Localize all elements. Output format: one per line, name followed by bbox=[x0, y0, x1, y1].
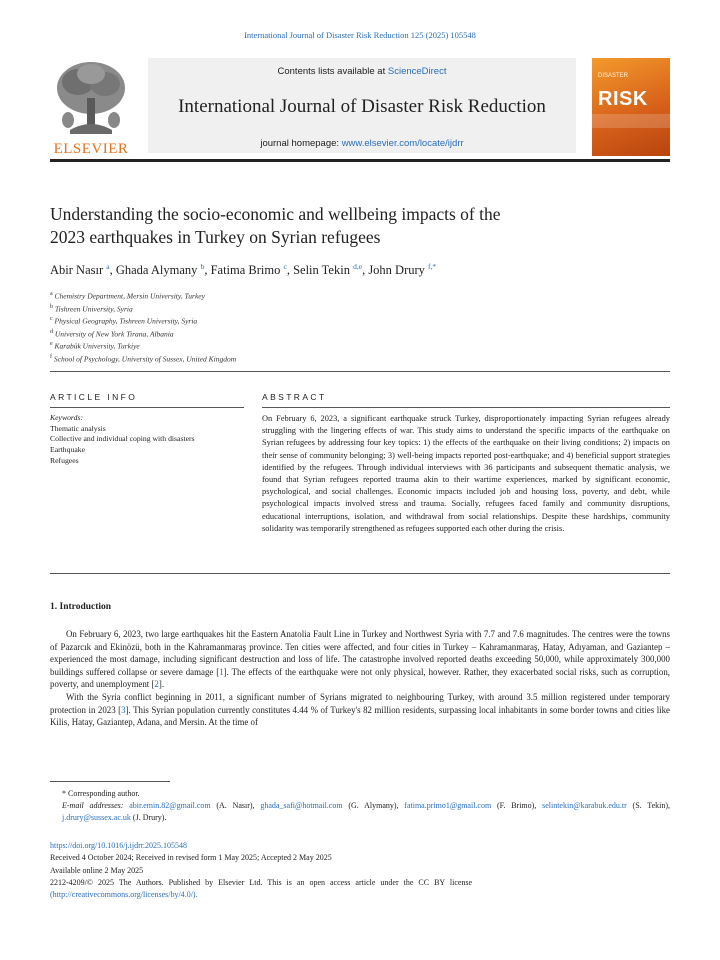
article-title-line-2: 2023 earthquakes in Turkey on Syrian refugees bbox=[50, 227, 381, 247]
introduction-body bbox=[50, 628, 670, 729]
author-list: Abir Nasır $^a$, Ghada Alymany $^b$, Fatima Brimo $^c$, Selin Tekin $^{d,e}$, John Drury $^{f,*}$ bbox=[50, 262, 437, 278]
email-owner: (F. Brimo), bbox=[496, 801, 537, 810]
article-info-heading: ARTICLE INFO bbox=[50, 392, 138, 402]
keyword-item: Refugees bbox=[50, 455, 79, 465]
author-name[interactable]: John Drury bbox=[368, 263, 425, 278]
abstract-heading: ABSTRACT bbox=[262, 392, 327, 402]
affiliation-marker: b bbox=[50, 303, 53, 310]
affiliation-item bbox=[50, 352, 670, 365]
homepage-prefix: journal homepage: bbox=[260, 138, 342, 149]
keyword-item: Thematic analysis bbox=[50, 423, 106, 433]
footnote-divider bbox=[50, 781, 170, 782]
email-owner: (A. Nasır), bbox=[216, 801, 255, 810]
email-addresses bbox=[50, 800, 670, 824]
keywords-label: Keywords: bbox=[50, 413, 84, 422]
affiliation-list bbox=[50, 289, 670, 364]
affiliation-text: Karabük University, Turkiye bbox=[54, 341, 140, 351]
email-link[interactable]: j.drury@sussex.ac.uk bbox=[62, 813, 131, 822]
elsevier-wordmark: ELSEVIER bbox=[53, 141, 129, 157]
paragraph-text: ]. This Syrian population currently constitutes 4.44 % of Turkey's 82 million residents, surpassing local inhabitants in some border towns and cities like Kilis, Hatay, Gaziantep, Adana, and Mersin. At the time of bbox=[50, 704, 671, 728]
keywords-block bbox=[50, 413, 250, 467]
affiliation-item bbox=[50, 339, 670, 352]
author-affiliation-marker[interactable]: f,* bbox=[428, 262, 437, 271]
journal-title: International Journal of Disaster Risk Reduction bbox=[178, 96, 546, 117]
affiliation-item bbox=[50, 327, 670, 340]
abstract-text: On February 6, 2023, a significant earthquake struck Turkey, disproportionately impacting Syrian refugees already struggling with the lingering effects of war. This study aims to understand the specific impacts of the earthquake on Syrian refugees by addressing four key topics: 1) the effects of the earthquake on their living conditions; 2) impacts on their sense of community belonging; 3) well-being impacts reported post-earthquake; and 4) beneficial support strategies identified by the refugees. Through individual interviews with 36 participants and subsequent thematic analysis, we found that Syrian refugees reported trauma akin to their wartime experiences, marked by significant economic, psychological, and social challenges. Economic impacts included job and housing loss, poverty, and debt, while psychological impacts involved stress and trauma. Socially, refugees faced family and community disruptions, educational interruptions, isolation, and withdrawal from social relationships. Despite these hardships, community solidarity was temporarily strengthened as refugees supported each other during the crisis. bbox=[262, 414, 670, 533]
email-owner: (G. Alymany), bbox=[348, 801, 399, 810]
email-owner: (S. Tekin), bbox=[632, 801, 671, 810]
paragraph-text: ]. bbox=[158, 679, 165, 690]
contents-line bbox=[148, 66, 576, 77]
author-affiliation-marker[interactable]: b bbox=[200, 262, 205, 271]
affiliation-item bbox=[50, 314, 670, 327]
citation-link[interactable]: 3 bbox=[121, 704, 126, 715]
email-link[interactable]: fatima.primo1@gmail.com bbox=[404, 801, 492, 810]
abstract-divider bbox=[262, 407, 670, 408]
affiliation-text: Physical Geography, Tishreen University, Syria bbox=[54, 316, 198, 326]
email-label: E-mail addresses: bbox=[62, 801, 124, 810]
affiliation-marker: e bbox=[50, 341, 53, 347]
article-metadata bbox=[50, 840, 670, 901]
abstract-bottom-divider bbox=[50, 573, 670, 574]
affiliation-text: Tishreen University, Syria bbox=[54, 304, 133, 313]
affiliation-text: Chemistry Department, Mersin University, Turkey bbox=[54, 291, 205, 301]
article-title bbox=[50, 203, 610, 249]
elsevier-logo[interactable] bbox=[50, 58, 132, 158]
cover-band bbox=[592, 114, 670, 128]
sciencedirect-link[interactable]: ScienceDirect bbox=[387, 66, 447, 77]
article-info-divider bbox=[50, 407, 244, 408]
homepage-link[interactable]: www.elsevier.com/locate/ijdrr bbox=[341, 138, 464, 149]
email-owner: (J. Drury). bbox=[132, 813, 167, 822]
author-affiliation-marker[interactable]: d,e bbox=[353, 262, 363, 271]
journal-banner bbox=[148, 58, 576, 153]
email-link[interactable]: ghada_safi@hotmail.com bbox=[260, 801, 343, 810]
affiliation-marker: d bbox=[50, 328, 53, 335]
affiliation-item bbox=[50, 302, 670, 315]
license-link[interactable]: (http://creativecommons.org/licenses/by/4.0/). bbox=[50, 890, 198, 900]
author-name[interactable]: Ghada Alymany bbox=[115, 263, 198, 278]
paragraph-text: On February 6, 2023, two large earthquakes hit the Eastern Anatolia Fault Line in Turkey and Northwest Syria with 7.7 and 7.6 magnitudes. The centres were the towns of Pazarcık and Ekinözü, both in the Kahramanmaraş province. Ten cities were affected, and four cities in Turkey – Kahramanmaraş, Hatay, Adıyaman, and Gaziantep – experienced the most damage, including significant destruction and loss of life. The catastrophe involved reported deaths exceeding 50,000, while approximately 300,000 buildings suffered collapse or severe damage [ bbox=[50, 629, 670, 677]
received-dates: Received 4 October 2024; Received in revised form 1 May 2025; Accepted 2 May 2025 bbox=[50, 853, 332, 863]
email-link[interactable]: abir.emin.82@gmail.com bbox=[129, 801, 211, 810]
introduction-paragraph bbox=[50, 628, 670, 691]
author-name[interactable]: Selin Tekin bbox=[293, 263, 350, 278]
paragraph-text: With the Syria conflict beginning in 2011, a significant number of Syrians migrated to neighbouring Turkey, with around 3.5 million registered under temporary protection in 2023 [ bbox=[50, 691, 670, 715]
footnotes bbox=[50, 788, 670, 824]
author-name[interactable]: Abir Nasır bbox=[50, 263, 104, 278]
cover-big-text: RISK bbox=[598, 88, 648, 110]
contents-prefix: Contents lists available at bbox=[277, 66, 388, 77]
affiliation-text: School of Psychology, University of Sussex, United Kingdom bbox=[53, 354, 237, 363]
affiliation-marker: c bbox=[50, 316, 53, 322]
author-name[interactable]: Fatima Brimo bbox=[210, 263, 281, 278]
paragraph-text: ]. The effects of the earthquake were not only physical, however. Rather, they exacerbated social risks, such as corruption, poverty, and unemployment [ bbox=[50, 666, 670, 690]
email-link[interactable]: selintekin@karabuk.edu.tr bbox=[542, 801, 627, 810]
affiliation-item bbox=[50, 289, 670, 302]
corresponding-author-note: * Corresponding author. bbox=[62, 789, 140, 798]
citation-link[interactable]: 1 bbox=[219, 666, 224, 677]
available-online-date: Available online 2 May 2025 bbox=[50, 865, 144, 875]
keyword-item: Collective and individual coping with disasters bbox=[50, 434, 195, 444]
running-head[interactable]: International Journal of Disaster Risk Reduction 125 (2025) 105548 bbox=[244, 30, 476, 40]
elsevier-tree-icon bbox=[50, 58, 132, 138]
introduction-heading: 1. Introduction bbox=[50, 602, 112, 612]
license-statement: 2212-4209/© 2025 The Authors. Published by Elsevier Ltd. This is an open access article under the CC BY license bbox=[50, 877, 473, 887]
article-title-line-1: Understanding the socio-economic and wellbeing impacts of the bbox=[50, 204, 501, 224]
journal-cover-thumbnail[interactable] bbox=[592, 58, 670, 156]
introduction-paragraph bbox=[50, 691, 670, 729]
citation-link[interactable]: 2 bbox=[154, 679, 159, 690]
affiliation-marker: f bbox=[50, 353, 52, 360]
author-affiliation-marker[interactable]: a bbox=[106, 262, 110, 271]
masthead-divider bbox=[50, 159, 670, 162]
affiliation-divider bbox=[50, 371, 670, 372]
keyword-item: Earthquake bbox=[50, 445, 86, 455]
homepage-line bbox=[148, 138, 576, 149]
author-affiliation-marker[interactable]: c bbox=[283, 262, 287, 271]
affiliation-marker: a bbox=[50, 291, 53, 297]
cover-small-text: DISASTER bbox=[598, 73, 629, 79]
doi-link[interactable]: https://doi.org/10.1016/j.ijdrr.2025.105548 bbox=[50, 841, 187, 850]
journal-masthead bbox=[50, 54, 670, 158]
affiliation-text: University of New York Tirana, Albania bbox=[54, 329, 174, 338]
